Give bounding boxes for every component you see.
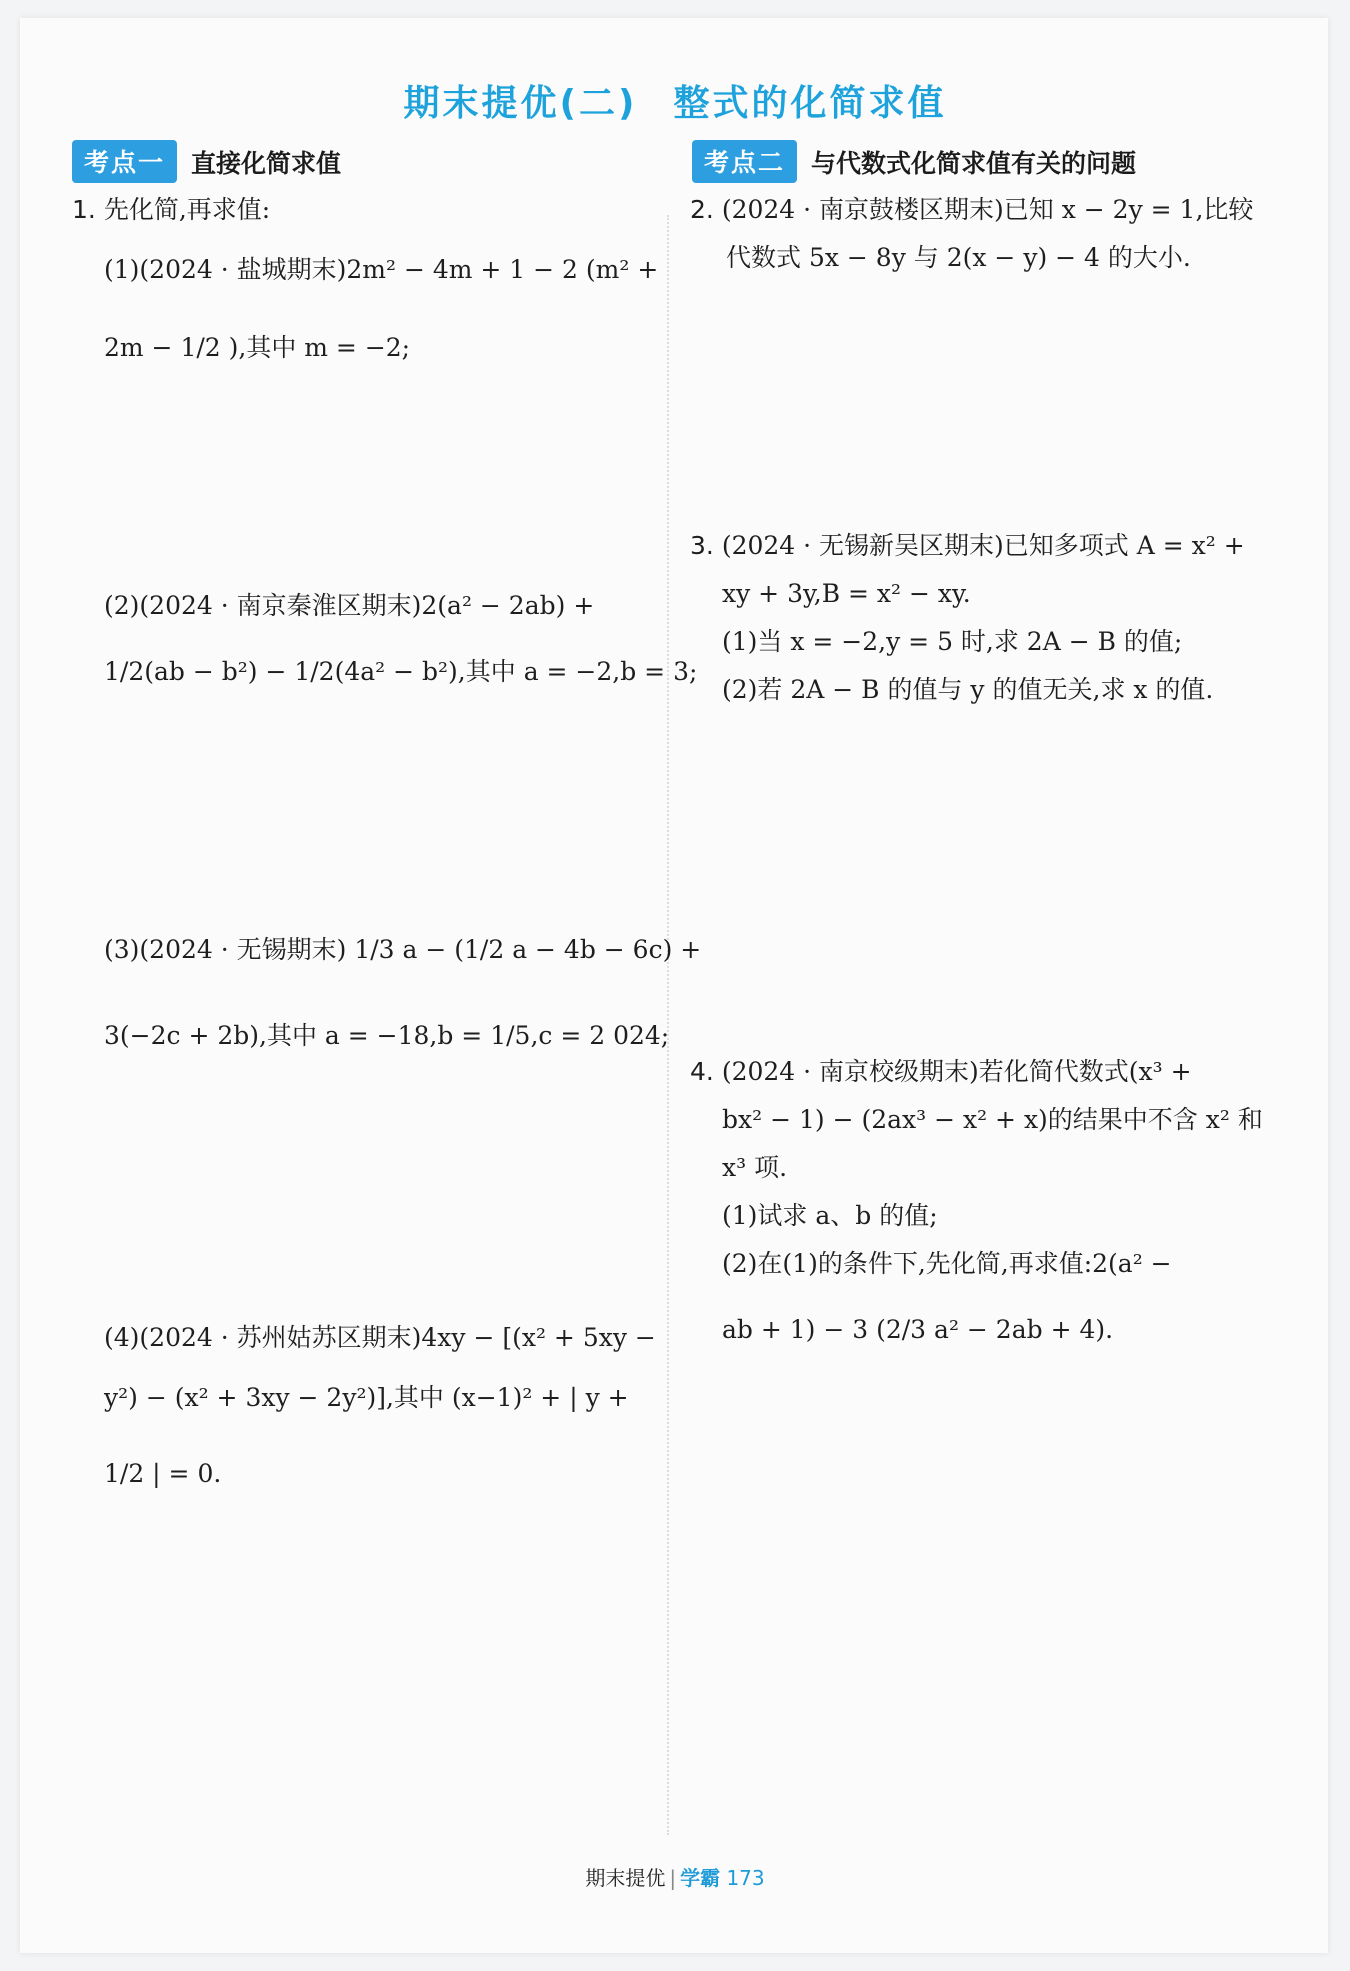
page-sheet: [20, 18, 1328, 1953]
q1-p1-line1: (1)(2024 · 盐城期末)2m² − 4m + 1 − 2 (m² +: [104, 255, 659, 284]
q1-text: 先化简,再求值:: [103, 195, 271, 224]
q4-number: 4.: [690, 1057, 714, 1086]
q2-line1: [690, 194, 1253, 226]
q3-line3: (1)当 x = −2,y = 5 时,求 2A − B 的值;: [722, 627, 1183, 656]
page-number: 173: [726, 1866, 765, 1890]
page-footer: [0, 1862, 1350, 1891]
title-part2: 整式的化简求值: [673, 83, 947, 124]
q1-p4-line3: 1/2 | = 0.: [104, 1459, 222, 1488]
q4-text-1: (2024 · 南京校级期末)若化简代数式(x³ +: [721, 1057, 1192, 1086]
q4-line1: [690, 1056, 1192, 1088]
q2-number: 2.: [690, 195, 714, 224]
section1-title: 直接化简求值: [191, 148, 342, 178]
q1-p1-line2: 2m − 1/2 ),其中 m = −2;: [104, 333, 411, 362]
q4-line4: (1)试求 a、b 的值;: [722, 1201, 938, 1230]
q1-stem: [72, 194, 270, 226]
q3-line4: (2)若 2A − B 的值与 y 的值无关,求 x 的值.: [722, 675, 1214, 704]
q4-line5: (2)在(1)的条件下,先化简,再求值:2(a² −: [722, 1249, 1172, 1278]
section2-badge: 考点二: [692, 140, 797, 183]
q1-number: 1.: [72, 195, 96, 224]
footer-brand: 学霸: [680, 1866, 721, 1890]
section2-header: [692, 140, 1136, 183]
q2-line2: 代数式 5x − 8y 与 2(x − y) − 4 的大小.: [726, 243, 1191, 272]
title-part1: 期末提优(二): [403, 83, 638, 124]
q1-p2-line1: (2)(2024 · 南京秦淮区期末)2(a² − 2ab) +: [104, 591, 595, 620]
q4-line2: bx² − 1) − (2ax³ − x² + x)的结果中不含 x² 和: [722, 1105, 1263, 1134]
q3-number: 3.: [690, 531, 714, 560]
q1-p2-line2: 1/2(ab − b²) − 1/2(4a² − b²),其中 a = −2,b = 3;: [104, 657, 698, 686]
q2-text-1: (2024 · 南京鼓楼区期末)已知 x − 2y = 1,比较: [721, 195, 1254, 224]
section1-badge: 考点一: [72, 140, 177, 183]
q1-p3-line2: 3(−2c + 2b),其中 a = −18,b = 1/5,c = 2 024;: [104, 1021, 670, 1050]
q3-line1: [690, 530, 1245, 562]
section1-header: [72, 140, 341, 183]
footer-text: 期末提优: [585, 1866, 666, 1890]
q1-p3-line1: (3)(2024 · 无锡期末) 1/3 a − (1/2 a − 4b − 6c) +: [104, 935, 702, 964]
q3-line2: xy + 3y,B = x² − xy.: [722, 579, 971, 608]
page-title: [0, 75, 1350, 126]
q1-p4-line2: y²) − (x² + 3xy − 2y²)],其中 (x−1)² + | y +: [104, 1383, 629, 1412]
footer-separator: |: [669, 1866, 677, 1890]
q4-line3: x³ 项.: [722, 1153, 788, 1182]
section2-title: 与代数式化简求值有关的问题: [811, 148, 1137, 178]
q1-p4-line1: (4)(2024 · 苏州姑苏区期末)4xy − [(x² + 5xy −: [104, 1323, 656, 1352]
q4-line6: ab + 1) − 3 (2/3 a² − 2ab + 4).: [722, 1315, 1114, 1344]
q3-text-1: (2024 · 无锡新吴区期末)已知多项式 A = x² +: [721, 531, 1245, 560]
